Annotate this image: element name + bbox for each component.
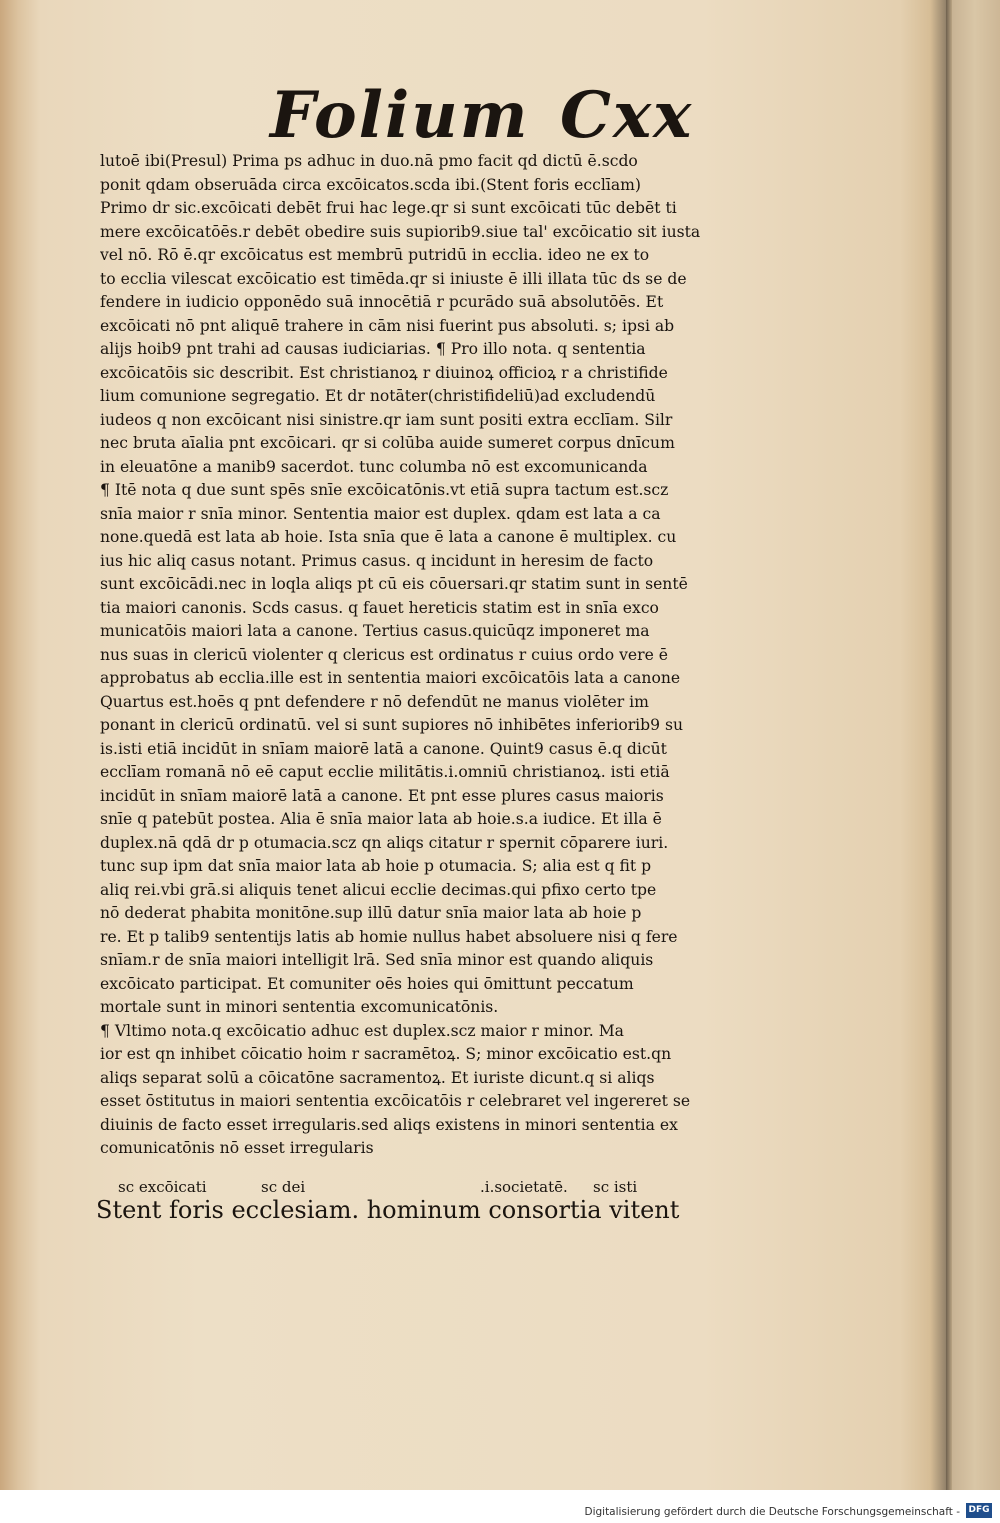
text-line: snīe q patebūt postea. Alia ē snīa maior lata ab hoie.s.a iudice. Et illa ē [100,810,662,828]
text-line: comunicatōnis nō esset irregularis [100,1139,374,1157]
dfg-logo: DFG [966,1503,992,1518]
text-line: vel nō. Rō ē.qr excōicatus est membrū putridū in ecclia. ideo ne ex to [100,246,650,264]
text-line: aliq rei.vbi grā.si aliquis tenet alicui ecclie decimas.qui pfixo certo tpe [100,880,657,899]
commentary-text [100,150,772,1161]
text-line: to ecclia vilescat excōicatio est timēda.qr si iniuste ē illi illata tūc ds se de [100,269,687,288]
text-line: lutoē ibi(Presul) Prima ps adhuc in duo.nā pmo facit qd dictū ē.scdo [100,152,638,170]
text-line: in eleuatōne a manib9 sacerdot. tunc columba nō est excomunicanda [100,457,648,476]
text-line: re. Et p talib9 sententijs latis ab homie nullus habet absoluere nisi q fere [100,927,678,946]
text-line: ¶ Itē nota q due sunt spēs snīe excōicatōnis.vt etiā supra tactum est.scz [100,481,669,499]
text-line: nus suas in clericū violenter q clericus est ordinatus r cuius ordo vere ē [100,645,668,664]
text-line: fendere in iudicio opponēdo suā innocētiā r pcurādo suā absolutōēs. Et [100,293,664,311]
text-line: ponit qdam obseruāda circa excōicatos.scda ibi.(Stent foris ecclīam) [100,175,642,194]
text-line: snīa maior r snīa minor. Sententia maior est duplex. qdam est lata a ca [100,504,661,523]
text-line: is.isti etiā incidūt in snīam maiorē latā a canone. Quint9 casus ē.q dicūt [100,739,667,758]
folio-number: Cxx [560,78,694,153]
text-line: approbatus ab ecclia.ille est in sententia maiori excōicatōis lata a canone [100,669,681,687]
text-line: ecclīam romanā nō eē caput ecclie militātis.i.omniū christianoꝝ. isti etiā [100,763,670,781]
text-line: ius hic aliq casus notant. Primus casus. q incidunt in heresim de facto [100,551,654,570]
text-line: ior est qn inhibet cōicatio hoim r sacramētoꝝ. S; minor excōicatio est.qn [100,1045,672,1063]
text-line: nec bruta aīalia pnt excōicari. qr si colūba auide sumeret corpus dnīcum [100,434,675,452]
text-line: ¶ Vltimo nota.q excōicatio adhuc est duplex.scz maior r minor. Ma [100,1021,624,1040]
text-line: incidūt in snīam maiorē latā a canone. Et pnt esse plures casus maioris [100,786,664,805]
text-line: excōicati nō pnt aliquē trahere in cām nisi fuerint pus absoluti. s; ipsi ab [100,316,675,335]
interlinear-glosses [118,1178,658,1198]
text-line: esset ōstitutus in maiori sententia excōicatōis r celebraret vel ingereret se [100,1092,691,1110]
book-page-edge [946,0,952,1490]
text-line: lium comunione segregatio. Et dr notāter(christifideliū)ad excludendū [100,387,656,405]
gloss: .i.societatē. [480,1178,568,1196]
text-line: mortale sunt in minori sententia excomunicatōnis. [100,998,499,1016]
text-line: Quartus est.hoēs q pnt defendere r nō defendūt ne manus violēter im [100,692,649,711]
text-line: tunc sup ipm dat snīa maior lata ab hoie p otumacia. S; alia est q fit p [100,857,652,875]
digitization-credit: Digitalisierung gefördert durch die Deutsche Forschungsgemeinschaft - [584,1506,960,1518]
text-line: excōicatōis sic describit. Est christianoꝝ r diuinoꝝ officioꝝ r a christifide [100,363,668,382]
text-line: mere excōicatōēs.r debēt obedire suis supiorib9.siue tal' excōicatio sit iusta [100,222,701,241]
folio-header [270,78,694,158]
text-line: municatōis maiori lata a canone. Tertius casus.quicūqz imponeret ma [100,622,650,640]
verse-line: Stent foris ecclesiam. hominum consortia vitent [96,1196,680,1224]
text-line: diuinis de facto esset irregularis.sed aliqs existens in minori sententia ex [100,1115,678,1134]
text-line: tia maiori canonis. Scds casus. q fauet hereticis statim est in snīa exco [100,598,659,617]
text-line: nō dederat phabita monitōne.sup illū datur snīa maior lata ab hoie p [100,904,642,922]
folio-title: Folium [270,78,530,153]
text-line: Primo dr sic.excōicati debēt frui hac lege.qr si sunt excōicati tūc debēt ti [100,199,677,217]
text-line: sunt excōicādi.nec in loqla aliqs pt cū eis cōuersari.qr statim sunt in sentē [100,575,688,593]
gloss: sc isti [593,1178,638,1196]
text-line: none.quedā est lata ab hoie. Ista snīa que ē lata a canone ē multiplex. cu [100,528,677,546]
text-line: ponant in clericū ordinatū. vel si sunt supiores nō inhibētes inferiorib9 su [100,716,684,734]
text-line: aliqs separat solū a cōicatōne sacramentoꝝ. Et iuriste dicunt.q si aliqs [100,1068,655,1087]
text-line: iudeos q non excōicant nisi sinistre.qr iam sunt positi extra ecclīam. Silr [100,410,673,429]
text-line: snīam.r de snīa maiori intelligit lrā. Sed snīa minor est quando aliquis [100,951,654,969]
gloss: sc dei [261,1178,306,1196]
text-line: excōicato participat. Et comuniter oēs hoies qui ōmittunt peccatum [100,974,634,993]
gloss: sc excōicati [118,1178,207,1196]
text-line: duplex.nā qdā dr p otumacia.scz qn aliqs citatur r spernit cōparere iuri. [100,833,669,852]
text-line: alijs hoib9 pnt trahi ad causas iudiciarias. ¶ Pro illo nota. q sententia [100,340,646,358]
